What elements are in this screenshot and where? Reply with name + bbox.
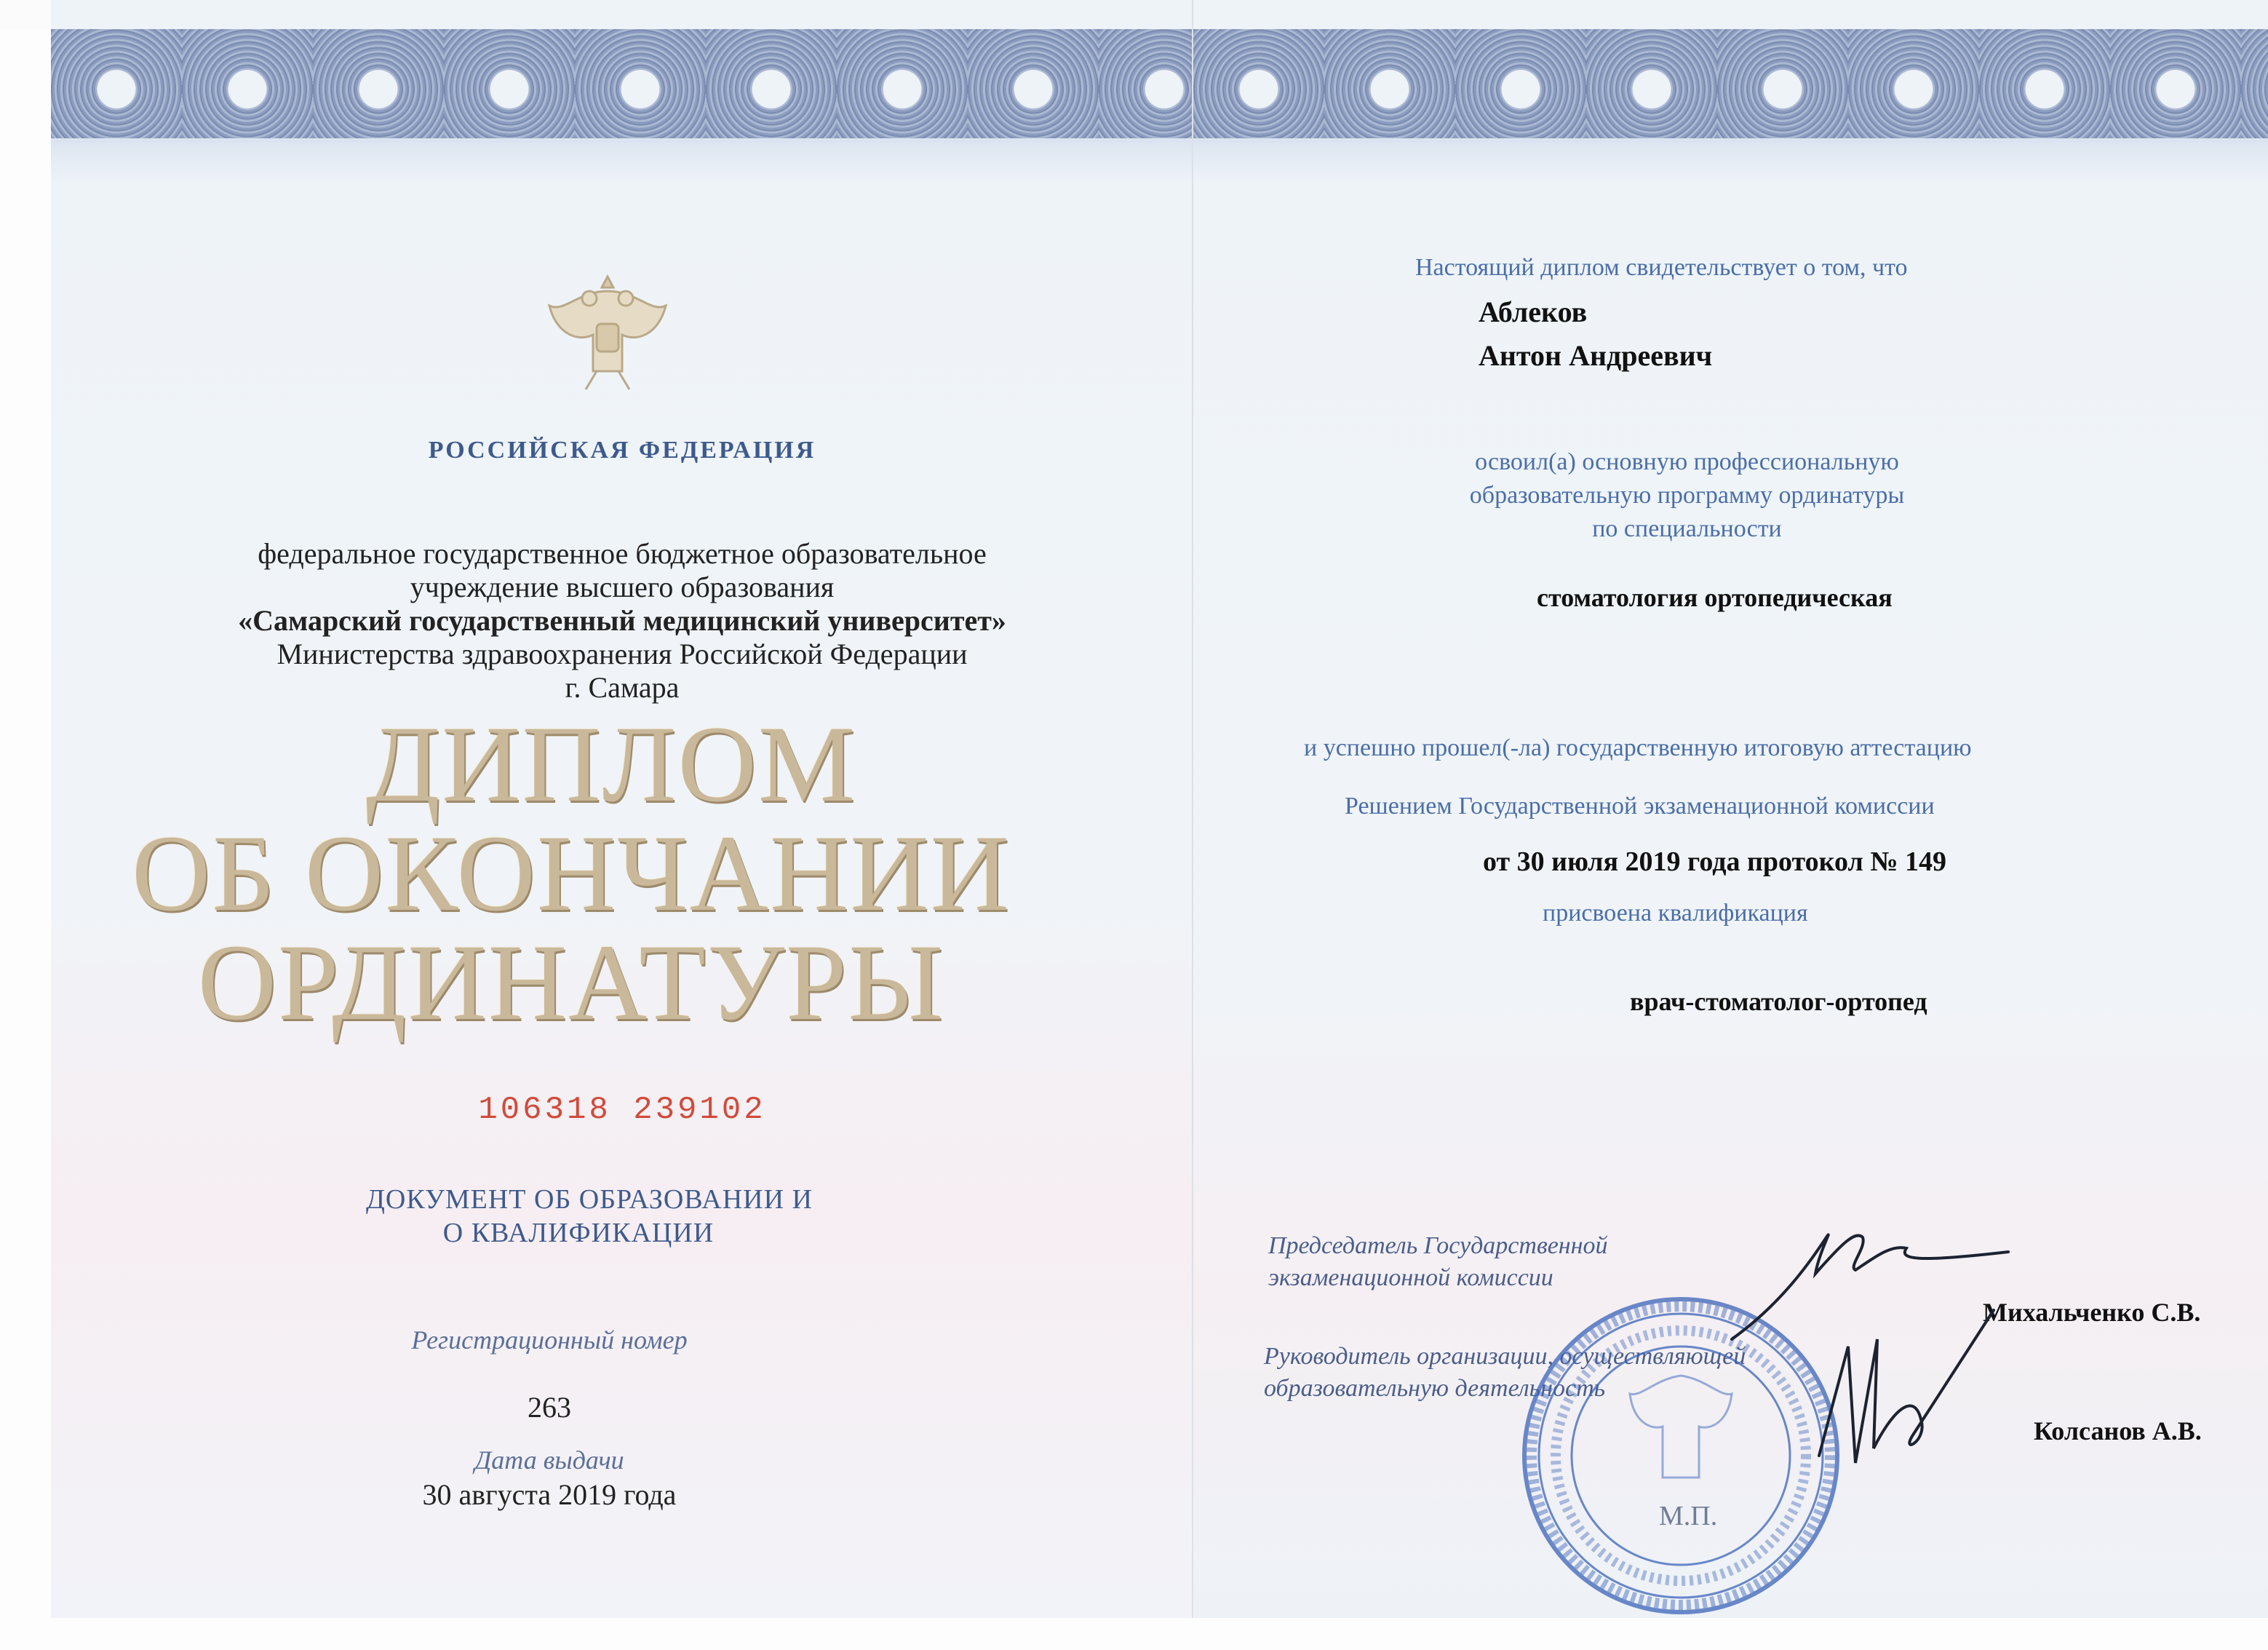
- registration-number: 263: [528, 1391, 571, 1424]
- chair-label-line-1: Председатель Государственной: [1268, 1232, 1608, 1259]
- qualification: врач-стоматолог-ортопед: [1630, 987, 1927, 1016]
- country-heading: РОССИЙСКАЯ ФЕДЕРАЦИЯ: [428, 437, 816, 464]
- protocol-text: от 30 июля 2019 года протокол № 149: [1483, 846, 1947, 877]
- russian-coat-of-arms-icon: [535, 255, 680, 400]
- institution-line-5: г. Самара: [565, 671, 680, 704]
- title-line-2: ОБ ОКОНЧАНИИ: [131, 813, 1011, 934]
- institution-line-3: «Самарский государственный медицинский университет»: [238, 604, 1006, 637]
- issue-date: 30 августа 2019 года: [422, 1478, 677, 1511]
- institution-block: [51, 537, 1193, 705]
- chair-label: [1268, 1230, 1608, 1294]
- document-type: [51, 1183, 1193, 1250]
- doc-type-line-1: ДОКУМЕНТ ОБ ОБРАЗОВАНИИ И: [366, 1184, 813, 1215]
- title-line-1: ДИПЛОМ: [365, 704, 857, 825]
- diploma-title: [51, 704, 1193, 1043]
- intro-text: Настоящий диплом свидетельствует о том, что: [1415, 254, 1908, 281]
- institution-line-2: учреждение высшего образования: [410, 571, 835, 603]
- head-name: Колсанов А.В.: [2034, 1416, 2202, 1445]
- diploma-right-page: [1193, 0, 2268, 1618]
- program-line-2: образовательную программу ординатуры: [1469, 482, 1905, 509]
- program-line-1: освоил(а) основную профессиональную: [1475, 448, 1899, 475]
- serial-number: 106318 239102: [478, 1092, 766, 1128]
- program-line-3: по специальности: [1592, 515, 1782, 542]
- qualification-label: присвоена квалификация: [1543, 900, 1808, 927]
- chair-label-line-2: экзаменационной комиссии: [1268, 1264, 1553, 1291]
- program-block: [1193, 445, 2224, 546]
- attestation-text: и успешно прошел(-ла) государственную итоговую аттестацию: [1304, 734, 1972, 761]
- guilloche-band: [51, 29, 1193, 143]
- head-label-line-1: Руководитель организации, осуществляющей: [1264, 1343, 1746, 1370]
- specialty: стоматология ортопедическая: [1537, 583, 1893, 612]
- institution-line-4: Министерства здравоохранения Российской Федерации: [276, 638, 968, 670]
- chair-name: Михальченко С.В.: [1983, 1298, 2201, 1327]
- stamp-mark: М.П.: [1659, 1501, 1718, 1531]
- graduate-given-names: Антон Андреевич: [1479, 339, 1713, 372]
- title-line-3: ОРДИНАТУРЫ: [197, 922, 945, 1043]
- diploma-left-page: [51, 0, 1193, 1618]
- head-label-line-2: образовательную деятельность: [1264, 1375, 1606, 1402]
- guilloche-band-right: [1193, 29, 2268, 143]
- issue-date-label: Дата выдачи: [474, 1445, 624, 1475]
- graduate-surname: Аблеков: [1479, 296, 1588, 328]
- registration-label: Регистрационный номер: [411, 1325, 688, 1354]
- decision-text: Решением Государственной экзаменационной комиссии: [1345, 793, 1935, 820]
- institution-line-1: федеральное государственное бюджетное образовательное: [258, 537, 987, 570]
- doc-type-line-2: О КВАЛИФИКАЦИИ: [442, 1218, 715, 1248]
- head-signature: [1790, 1303, 2008, 1485]
